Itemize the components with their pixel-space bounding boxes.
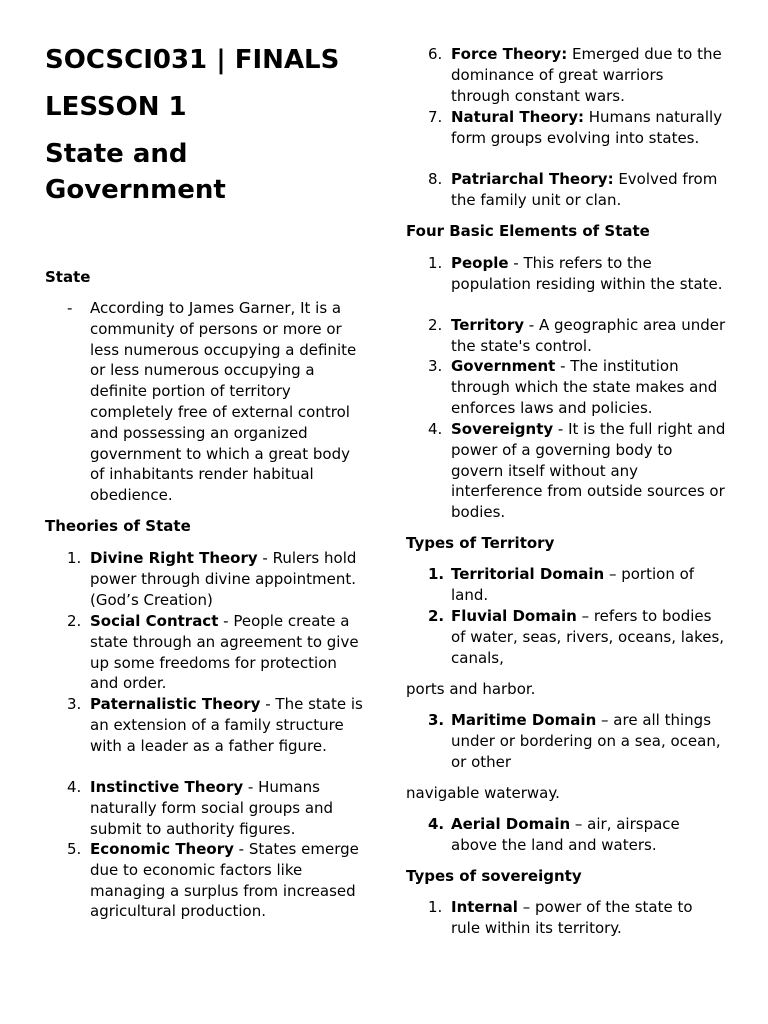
description: - Humans naturally form social groups and submit to authority figures. — [90, 778, 334, 838]
page-title-line-2: Government — [45, 175, 226, 205]
term: Maritime Domain — [451, 711, 597, 729]
list-number: 3. — [67, 695, 82, 713]
list-number: 2. — [67, 612, 82, 630]
description: - This refers to the population residing within the state. — [451, 254, 723, 293]
list-number: 7. — [428, 108, 443, 126]
list-number: 3. — [428, 357, 443, 375]
page-title-line-1: State and — [45, 139, 188, 169]
list-number: 2. — [428, 316, 443, 334]
list-number: 4. — [428, 815, 445, 833]
sovereignty-heading: Types of sovereignty — [406, 867, 582, 885]
description: – air, airspace above the land and waters. — [451, 815, 680, 854]
term: Territorial Domain — [451, 565, 605, 583]
elements-heading: Four Basic Elements of State — [406, 222, 650, 240]
bullet-dash: - — [67, 299, 73, 317]
term: Territory — [451, 316, 525, 334]
list-number: 4. — [67, 778, 82, 796]
lesson-title: LESSON 1 — [45, 92, 187, 122]
term: Government — [451, 357, 556, 375]
description: - It is the full right and power of a governing body to govern itself without any interference from outside sources or bodies. — [451, 420, 726, 522]
description: - A geographic area under the state's control. — [451, 316, 726, 355]
description: - The institution through which the state makes and enforces laws and policies. — [451, 357, 718, 417]
term: Divine Right Theory — [90, 549, 258, 567]
territory-heading: Types of Territory — [406, 534, 555, 552]
course-title: SOCSCI031 | FINALS — [45, 45, 340, 75]
description: Evolved from the family unit or clan. — [451, 170, 718, 209]
list-number: 6. — [428, 45, 443, 63]
term: Sovereignty — [451, 420, 554, 438]
term: Patriarchal Theory: — [451, 170, 614, 188]
term: Force Theory: — [451, 45, 568, 63]
description: - Rulers hold power through divine appointment. (God’s Creation) — [90, 549, 357, 609]
continuation-text: ports and harbor. — [406, 680, 536, 698]
list-number: 3. — [428, 711, 445, 729]
term: Internal — [451, 898, 518, 916]
term: Social Contract — [90, 612, 219, 630]
list-number: 1. — [67, 549, 82, 567]
list-number: 2. — [428, 607, 445, 625]
continuation-text: navigable waterway. — [406, 784, 560, 802]
term: Paternalistic Theory — [90, 695, 261, 713]
list-number: 4. — [428, 420, 443, 438]
state-definition-text: According to James Garner, It is a community of persons or more or less numerous occupying a definite or less numerous occupying a definite portion of territory completely free of external control and possessing an organized government to which a great body of inhabitants render habitual obedience. — [90, 299, 357, 505]
list-number: 5. — [67, 840, 82, 858]
description: – are all things under or bordering on a sea, ocean, or other — [451, 711, 721, 771]
term: Aerial Domain — [451, 815, 571, 833]
description: – portion of land. — [451, 565, 695, 604]
description: – refers to bodies of water, seas, rivers, oceans, lakes, canals, — [451, 607, 725, 667]
term: Natural Theory: — [451, 108, 584, 126]
description: Humans naturally form groups evolving into states. — [451, 108, 723, 147]
term: Instinctive Theory — [90, 778, 244, 796]
term: Economic Theory — [90, 840, 234, 858]
list-number: 1. — [428, 898, 443, 916]
description: - The state is an extension of a family structure with a leader as a father figure. — [90, 695, 363, 755]
list-number: 1. — [428, 565, 445, 583]
term: Fluvial Domain — [451, 607, 577, 625]
description: – power of the state to rule within its territory. — [451, 898, 693, 937]
theories-heading: Theories of State — [45, 517, 191, 535]
list-number: 1. — [428, 254, 443, 272]
description: - People create a state through an agreement to give up some freedoms for protection and order. — [90, 612, 359, 693]
state-heading: State — [45, 268, 91, 286]
description: Emerged due to the dominance of great warriors through constant wars. — [451, 45, 722, 105]
list-number: 8. — [428, 170, 443, 188]
description: - States emerge due to economic factors like managing a surplus from increased agricultural production. — [90, 840, 359, 921]
term: People — [451, 254, 509, 272]
